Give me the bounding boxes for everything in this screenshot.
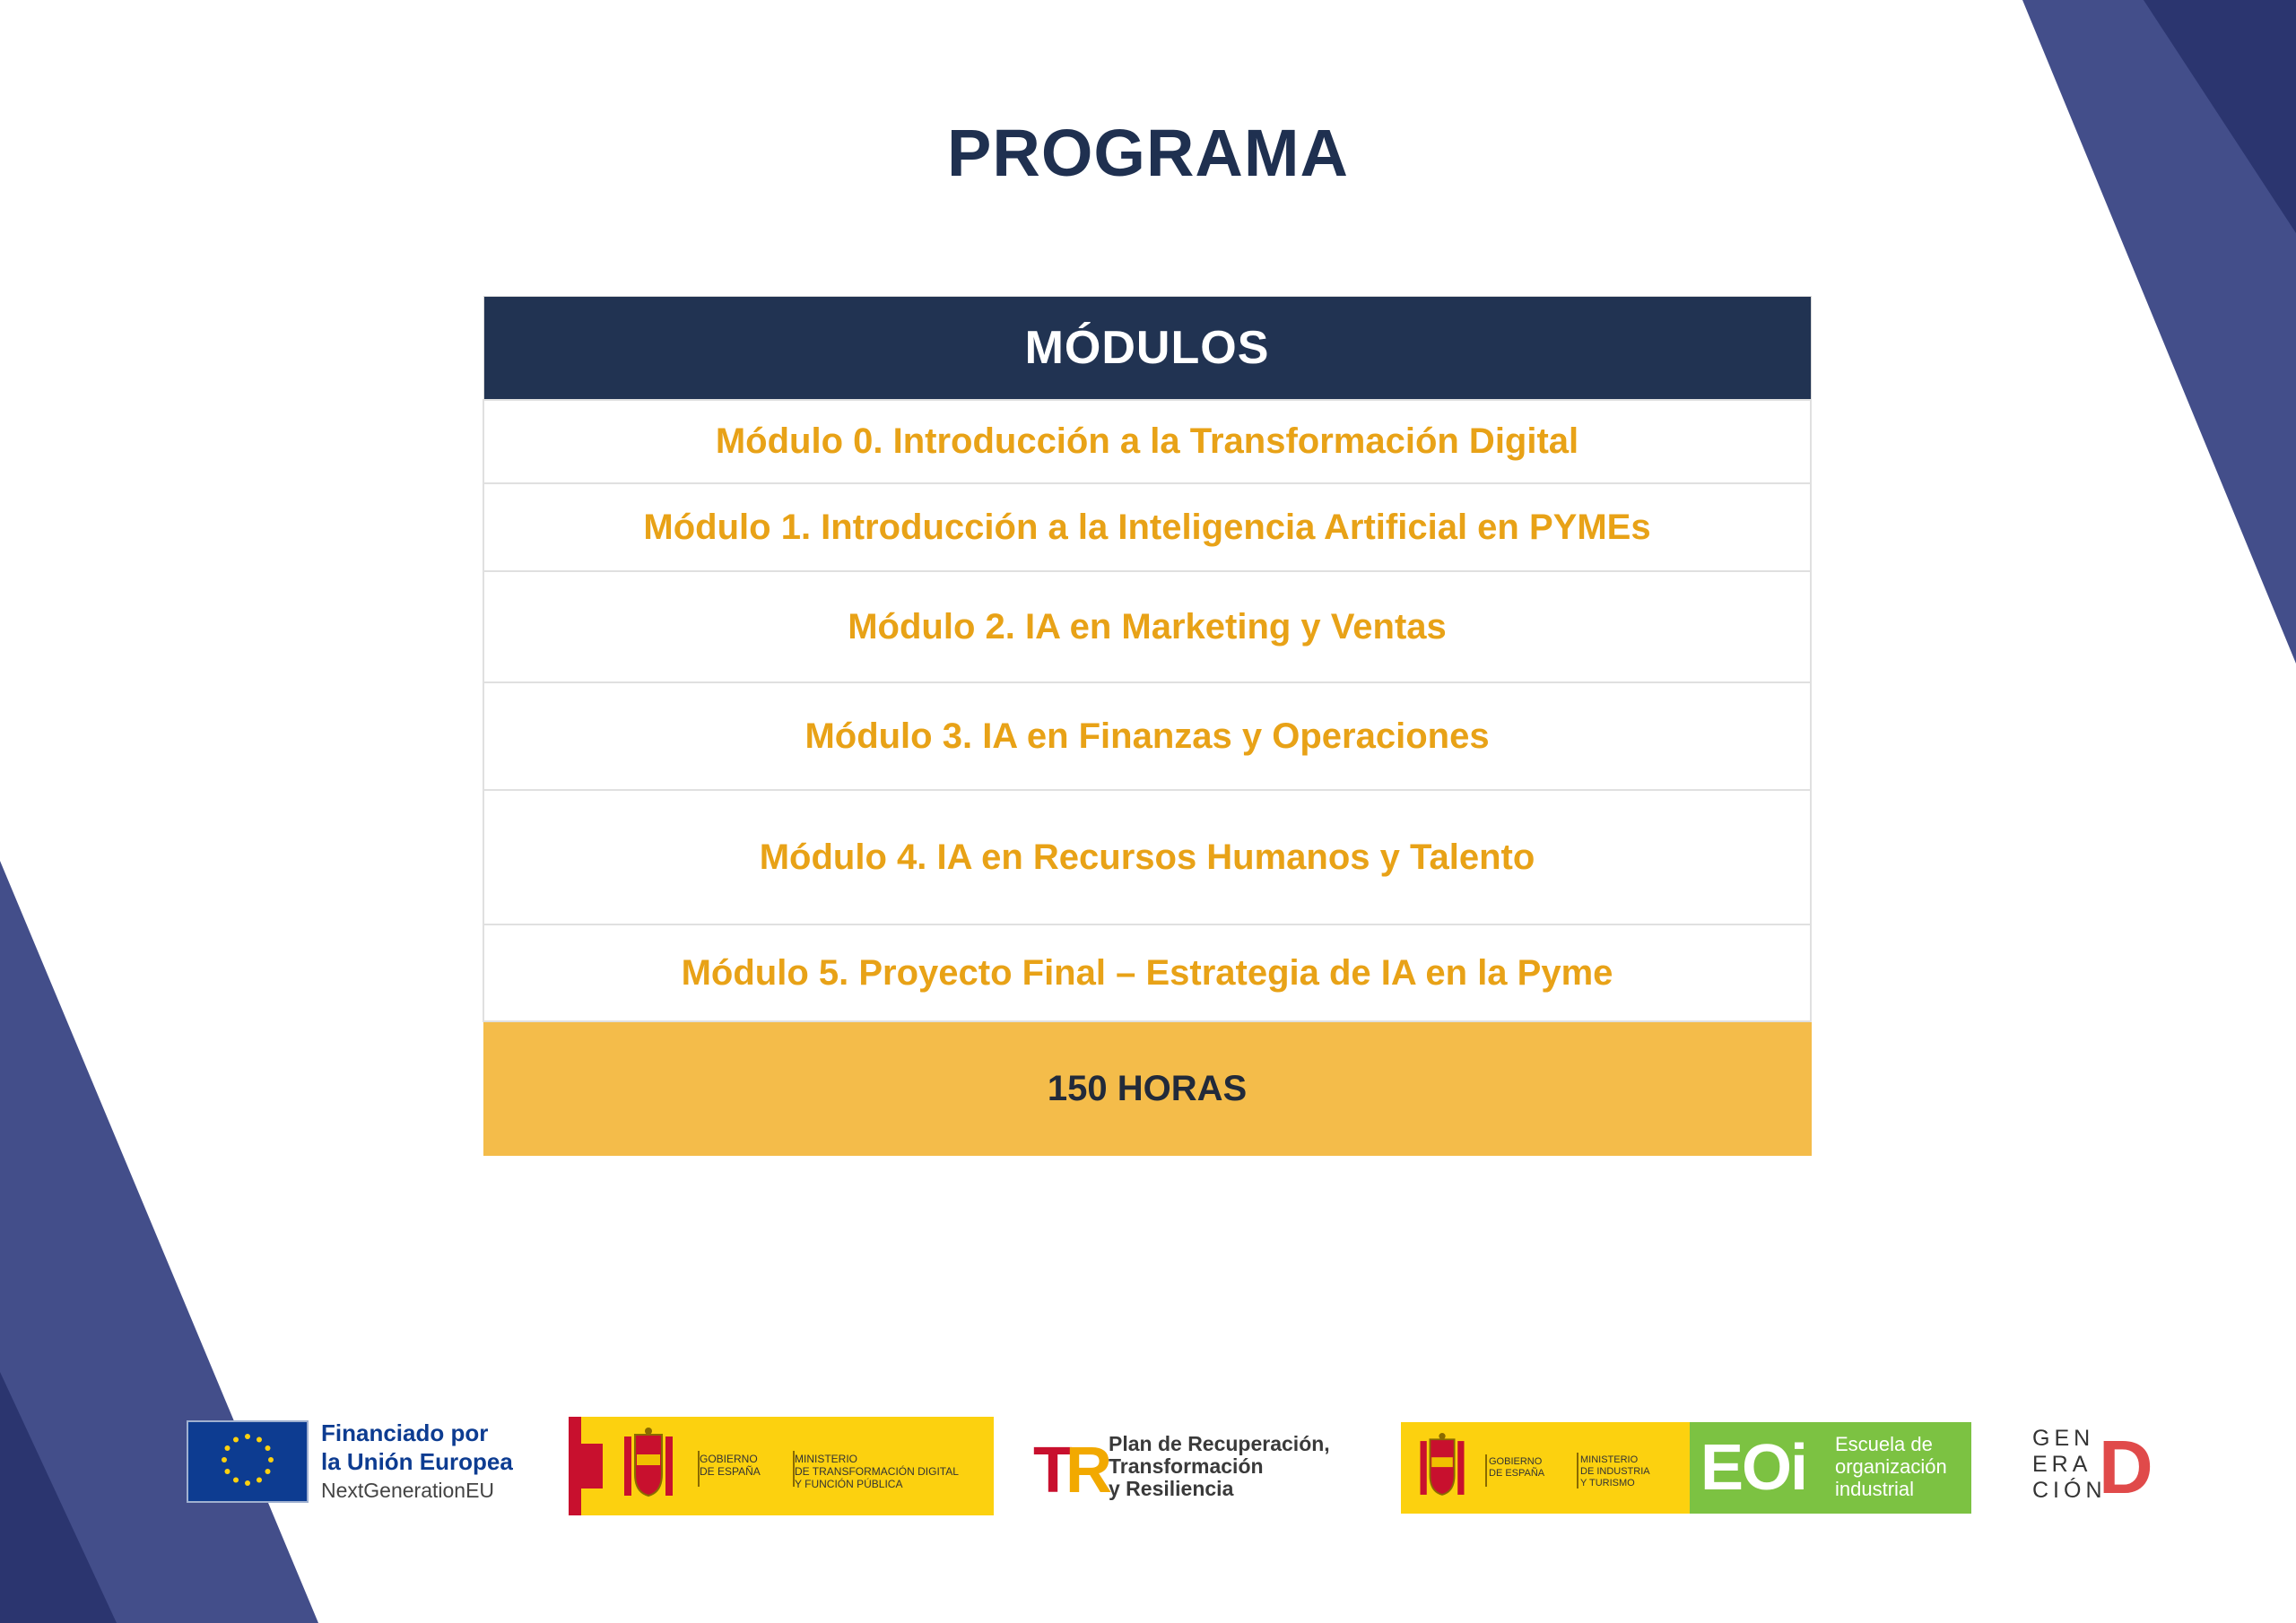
sponsor-logos (0, 1408, 2296, 1524)
coat-of-arms-icon (617, 1428, 680, 1505)
ministry-line-1: MINISTERIO (1580, 1454, 1639, 1465)
gen-line-2: ERA (2032, 1452, 2092, 1477)
prtr-line-3: y Resiliencia (1109, 1477, 1234, 1500)
prtr-mark-r: R (1065, 1435, 1105, 1506)
module-row: Módulo 2. IA en Marketing y Ventas (483, 571, 1811, 682)
ministry-line-3: Y TURISMO (1580, 1478, 1635, 1488)
gen-mark: D (2099, 1425, 2153, 1509)
module-row: Módulo 1. Introducción a la Inteligencia Artificial en PYMEs (483, 483, 1811, 571)
module-row: Módulo 3. IA en Finanzas y Operaciones (483, 682, 1811, 790)
generacion-d-logo (2032, 1426, 2158, 1512)
gov-line-1: GOBIERNO (1489, 1456, 1543, 1467)
gov-line-2: DE ESPAÑA (1489, 1468, 1545, 1479)
coat-of-arms-icon (1413, 1433, 1471, 1503)
gov-line-2: DE ESPAÑA (700, 1465, 761, 1478)
eoi-logo (1690, 1422, 1971, 1514)
eu-line-1: Financiado por (321, 1419, 489, 1446)
gen-line-1: GEN (2032, 1426, 2095, 1451)
ministry-line-3: Y FUNCIÓN PÚBLICA (795, 1478, 903, 1490)
prtr-line-2: Transformación (1109, 1454, 1264, 1478)
eoi-line-1: Escuela de (1835, 1433, 1933, 1455)
module-row: Módulo 0. Introducción a la Transformación Digital (483, 400, 1811, 483)
ministry-line-2: DE INDUSTRIA (1580, 1466, 1650, 1477)
total-hours: 150 HORAS (483, 1021, 1811, 1156)
gov-line-1: GOBIERNO (700, 1453, 758, 1465)
eu-funding-logo (187, 1420, 527, 1510)
eoi-line-2: organización (1835, 1455, 1947, 1478)
eoi-mark: EOi (1700, 1432, 1807, 1504)
gobierno-mintur-logo (1401, 1422, 1690, 1514)
module-row: Módulo 4. IA en Recursos Humanos y Talento (483, 790, 1811, 924)
eu-flag-icon (187, 1420, 309, 1503)
gen-line-3: CIÓN (2032, 1478, 2107, 1503)
prtr-mark-t: T (1033, 1435, 1065, 1506)
page-title: PROGRAMA (947, 116, 1349, 190)
modules-header: MÓDULOS (483, 297, 1811, 401)
eu-line-2: la Unión Europea (321, 1448, 513, 1475)
eoi-line-3: industrial (1835, 1478, 1915, 1500)
prtr-logo (1033, 1431, 1356, 1512)
gobierno-mtdfp-logo (569, 1417, 994, 1515)
prtr-line-1: Plan de Recuperación, (1109, 1432, 1330, 1455)
ministry-line-2: DE TRANSFORMACIÓN DIGITAL (795, 1465, 959, 1478)
ministry-line-1: MINISTERIO (795, 1453, 858, 1465)
module-row: Módulo 5. Proyecto Final – Estrategia de IA en la Pyme (483, 924, 1811, 1021)
modules-table (483, 296, 1812, 1156)
eu-line-3: NextGenerationEU (321, 1479, 495, 1502)
